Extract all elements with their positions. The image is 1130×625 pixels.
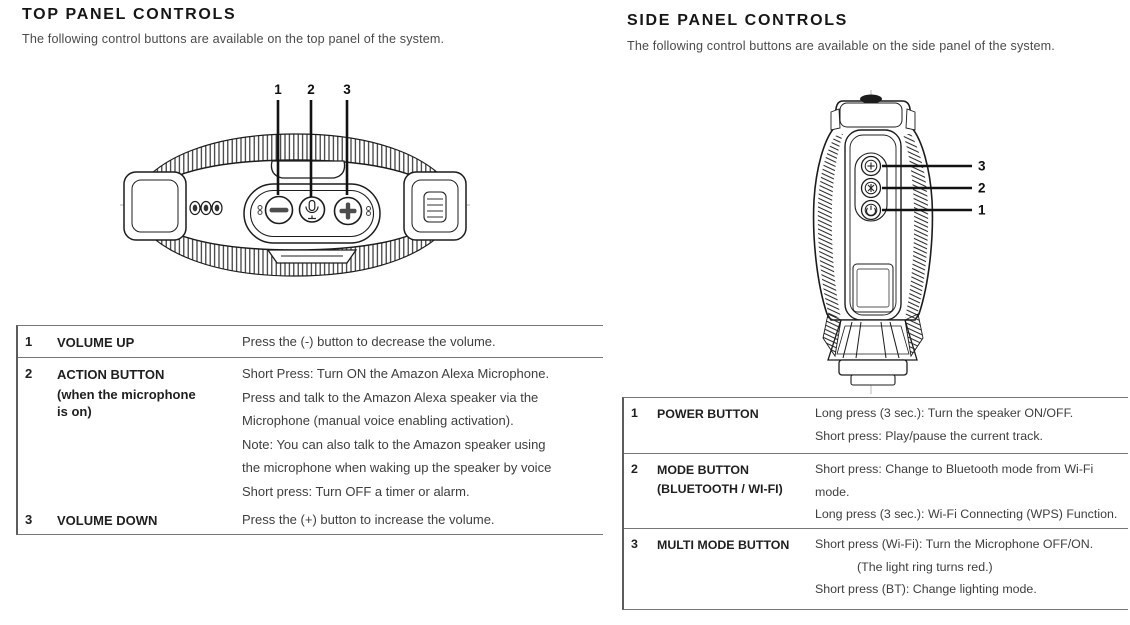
- row-number: 1: [631, 406, 638, 420]
- multi-mode-button-icon: [862, 157, 881, 176]
- row-name-sub: (BLUETOOTH / WI-FI): [657, 482, 783, 496]
- top-panel-heading: TOP PANEL CONTROLS: [22, 6, 237, 23]
- desc-line: Microphone (manual voice enabling activation).: [242, 413, 514, 428]
- desc-line: Press the (-) button to decrease the volume.: [242, 334, 496, 349]
- microphone-button-icon: [300, 197, 325, 222]
- table-row: [624, 528, 1128, 609]
- mode-button-icon: [862, 179, 881, 198]
- callout-label-1: 1: [978, 202, 986, 218]
- side-panel-heading: SIDE PANEL CONTROLS: [627, 12, 849, 29]
- row-number: 2: [25, 366, 33, 381]
- side-panel-intro: The following control buttons are available on the side panel of the system.: [627, 39, 1055, 53]
- right-end-cap: [404, 172, 466, 240]
- row-number: 1: [25, 334, 33, 349]
- desc-line: Long press (3 sec.): Wi-Fi Connecting (WPS) Function.: [815, 507, 1118, 521]
- desc-line: (The light ring turns red.): [857, 559, 993, 574]
- desc-line: Press the (+) button to increase the volume.: [242, 512, 495, 527]
- table-row: [18, 326, 603, 357]
- side-panel-table: [622, 397, 1128, 610]
- row-desc: [815, 406, 1128, 453]
- row-name: [57, 366, 209, 507]
- callout-label-3: 3: [343, 82, 351, 97]
- plus-button-icon: [335, 198, 362, 225]
- table-row: [18, 504, 603, 534]
- top-handle-notch: [271, 161, 344, 178]
- power-button-icon: [862, 201, 881, 220]
- desc-line: mode.: [815, 484, 850, 499]
- row-name: VOLUME DOWN: [57, 513, 158, 528]
- row-desc: [242, 512, 603, 536]
- side-panel-figure: [795, 88, 995, 395]
- row-name: [657, 462, 797, 530]
- callout-label-1: 1: [274, 82, 282, 97]
- row-name: VOLUME UP: [57, 335, 135, 350]
- table-row: [624, 398, 1128, 453]
- left-end-cap: [124, 172, 186, 240]
- table-row: [18, 357, 603, 504]
- callout-label-2: 2: [978, 180, 986, 196]
- top-panel-figure: [120, 78, 470, 325]
- row-desc: [815, 537, 1128, 609]
- row-number: 2: [631, 462, 638, 476]
- row-name: MULTI MODE BUTTON: [657, 538, 790, 552]
- desc-line: Short press: Turn OFF a timer or alarm.: [242, 483, 470, 499]
- callout-label-3: 3: [978, 158, 986, 174]
- row-name: POWER BUTTON: [657, 407, 759, 421]
- foot: [823, 314, 923, 385]
- table-row: [624, 453, 1128, 528]
- row-number: 3: [631, 537, 638, 551]
- desc-line: Short press: Play/pause the current track.: [815, 428, 1043, 443]
- desc-line: Press and talk to the Amazon Alexa speaker via the: [242, 389, 539, 405]
- desc-line: Long press (3 sec.): Turn the speaker ON/OFF.: [815, 406, 1074, 420]
- desc-line: Short Press: Turn ON the Amazon Alexa Microphone.: [242, 366, 550, 381]
- row-desc: [242, 366, 603, 507]
- base-block: [839, 360, 907, 375]
- top-panel-table: [16, 325, 603, 535]
- minus-button-icon: [266, 197, 293, 224]
- desc-line: Short press (BT): Change lighting mode.: [815, 582, 1037, 596]
- row-name-sub: (when the microphone is on): [57, 387, 196, 419]
- row-desc: [242, 334, 603, 358]
- desc-line: Short press (Wi-Fi): Turn the Microphone OFF/ON.: [815, 537, 1094, 551]
- row-name-main: MODE BUTTON: [657, 463, 750, 477]
- desc-line: Short press: Change to Bluetooth mode from Wi-Fi: [815, 462, 1094, 476]
- row-number: 3: [25, 512, 33, 527]
- row-name-main: ACTION BUTTON: [57, 367, 165, 382]
- top-panel-intro: The following control buttons are available on the top panel of the system.: [22, 32, 445, 46]
- port-panel-icon: [424, 192, 446, 222]
- row-desc: [815, 462, 1128, 530]
- base-bottom: [851, 375, 895, 385]
- callout-label-2: 2: [307, 82, 315, 97]
- desc-line: Note: You can also talk to the Amazon speaker using: [242, 436, 546, 452]
- bottom-handle-bar: [268, 250, 356, 263]
- desc-line: the microphone when waking up the speaker by voice: [242, 460, 552, 475]
